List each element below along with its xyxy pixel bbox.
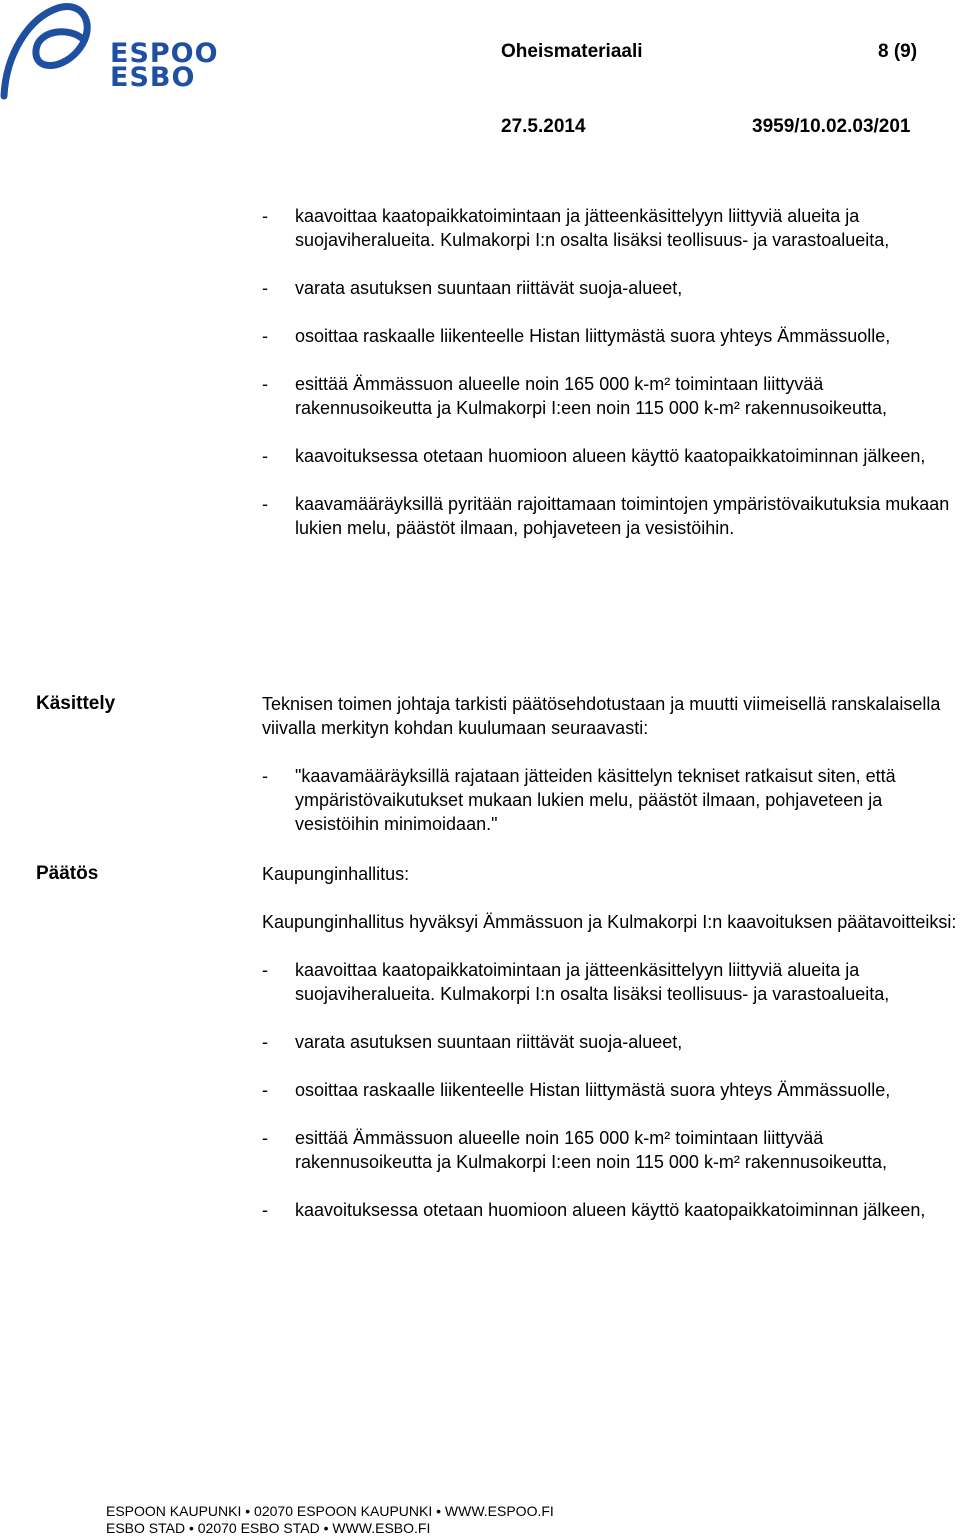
list-dash: - xyxy=(262,206,268,226)
logo-text-esbo: ESBO xyxy=(110,62,196,93)
espoo-logo xyxy=(0,0,219,100)
list-item-text: kaavoittaa kaatopaikkatoimintaan ja jätteenkäsittelyyn liittyviä alueita ja suojaviheralueita. Kulmakorpi I:n osalta lisäksi teollisuus- ja varastoalueita, xyxy=(295,206,890,250)
list-dash: - xyxy=(262,1032,268,1052)
list-item-text: varata asutuksen suuntaan riittävät suoja-alueet, xyxy=(295,1032,683,1052)
list-item-text: kaavoituksessa otetaan huomioon alueen käyttö kaatopaikkatoiminnan jälkeen, xyxy=(295,446,926,466)
list-item xyxy=(262,764,960,836)
list-item-text: esittää Ämmässuon alueelle noin 165 000 k-m² toimintaan liittyvää rakennusoikeutta ja Kulmakorpi I:een noin 115 000 k-m² rakennusoikeutta, xyxy=(295,1128,888,1172)
list-dash: - xyxy=(262,326,268,346)
list-dash: - xyxy=(262,1128,268,1148)
list-item xyxy=(262,492,960,540)
document-title: Oheismateriaali xyxy=(501,41,643,62)
list-item xyxy=(262,958,960,1006)
list-item xyxy=(262,1126,960,1174)
list-item-text: kaavamääräyksillä pyritään rajoittamaan toimintojen ympäristövaikutuksia mukaan lukien melu, päästöt ilmaan, pohjaveteen ja vesistöihin. xyxy=(295,494,950,538)
list-item xyxy=(262,204,960,252)
list-dash: - xyxy=(262,494,268,514)
page-number: 8 (9) xyxy=(878,41,918,62)
list-item xyxy=(262,276,960,300)
list-item-text: osoittaa raskaalle liikenteelle Histan liittymästä suora yhteys Ämmässuolle, xyxy=(295,1080,891,1100)
kasittely-section xyxy=(262,692,960,836)
logo-text-espoo: ESPOO xyxy=(110,38,219,69)
section-label-kasittely: Käsittely xyxy=(36,693,116,714)
goals-list-top xyxy=(262,204,960,540)
list-dash: - xyxy=(262,374,268,394)
list-dash: - xyxy=(262,1080,268,1100)
list-dash: - xyxy=(262,766,268,786)
footer-line-finnish: ESPOON KAUPUNKI • 02070 ESPOON KAUPUNKI • WWW.ESPOO.FI xyxy=(106,1503,554,1519)
list-dash: - xyxy=(262,1200,268,1220)
list-item xyxy=(262,1078,960,1102)
list-item xyxy=(262,444,960,468)
list-item xyxy=(262,324,960,348)
kasittely-text: Teknisen toimen johtaja tarkisti päätösehdotustaan ja muutti viimeisellä ranskalaisella viivalla merkityn kohdan kuulumaan seuraavasti: xyxy=(262,694,941,738)
kasittely-quote: "kaavamääräyksillä rajataan jätteiden käsittelyn tekniset ratkaisut siten, että ympäristövaikutukset mukaan lukien melu, päästöt ilmaan, pohjaveteen ja vesistöihin minimoidaan." xyxy=(295,766,896,834)
list-item-text: kaavoituksessa otetaan huomioon alueen käyttö kaatopaikkatoiminnan jälkeen, xyxy=(295,1200,926,1220)
list-item-text: esittää Ämmässuon alueelle noin 165 000 k-m² toimintaan liittyvää rakennusoikeutta ja Kulmakorpi I:een noin 115 000 k-m² rakennusoikeutta, xyxy=(295,374,888,418)
list-dash: - xyxy=(262,960,268,980)
document-reference: 3959/10.02.03/201 xyxy=(752,116,911,137)
list-item xyxy=(262,1198,960,1222)
list-dash: - xyxy=(262,278,268,298)
list-item xyxy=(262,372,960,420)
footer-line-swedish: ESBO STAD • 02070 ESBO STAD • WWW.ESBO.FI xyxy=(106,1520,431,1536)
list-dash: - xyxy=(262,446,268,466)
list-item-text: kaavoittaa kaatopaikkatoimintaan ja jätteenkäsittelyyn liittyviä alueita ja suojaviheralueita. Kulmakorpi I:n osalta lisäksi teollisuus- ja varastoalueita, xyxy=(295,960,890,1004)
section-label-paatos: Päätös xyxy=(36,863,99,884)
document-date: 27.5.2014 xyxy=(501,116,586,137)
list-item xyxy=(262,1030,960,1054)
list-item-text: varata asutuksen suuntaan riittävät suoja-alueet, xyxy=(295,278,683,298)
paatos-intro: Kaupunginhallitus hyväksyi Ämmässuon ja Kulmakorpi I:n kaavoituksen päätavoitteiksi: xyxy=(262,912,957,932)
paatos-section xyxy=(262,862,960,1222)
paatos-body-label: Kaupunginhallitus: xyxy=(262,864,410,884)
list-item-text: osoittaa raskaalle liikenteelle Histan liittymästä suora yhteys Ämmässuolle, xyxy=(295,326,891,346)
